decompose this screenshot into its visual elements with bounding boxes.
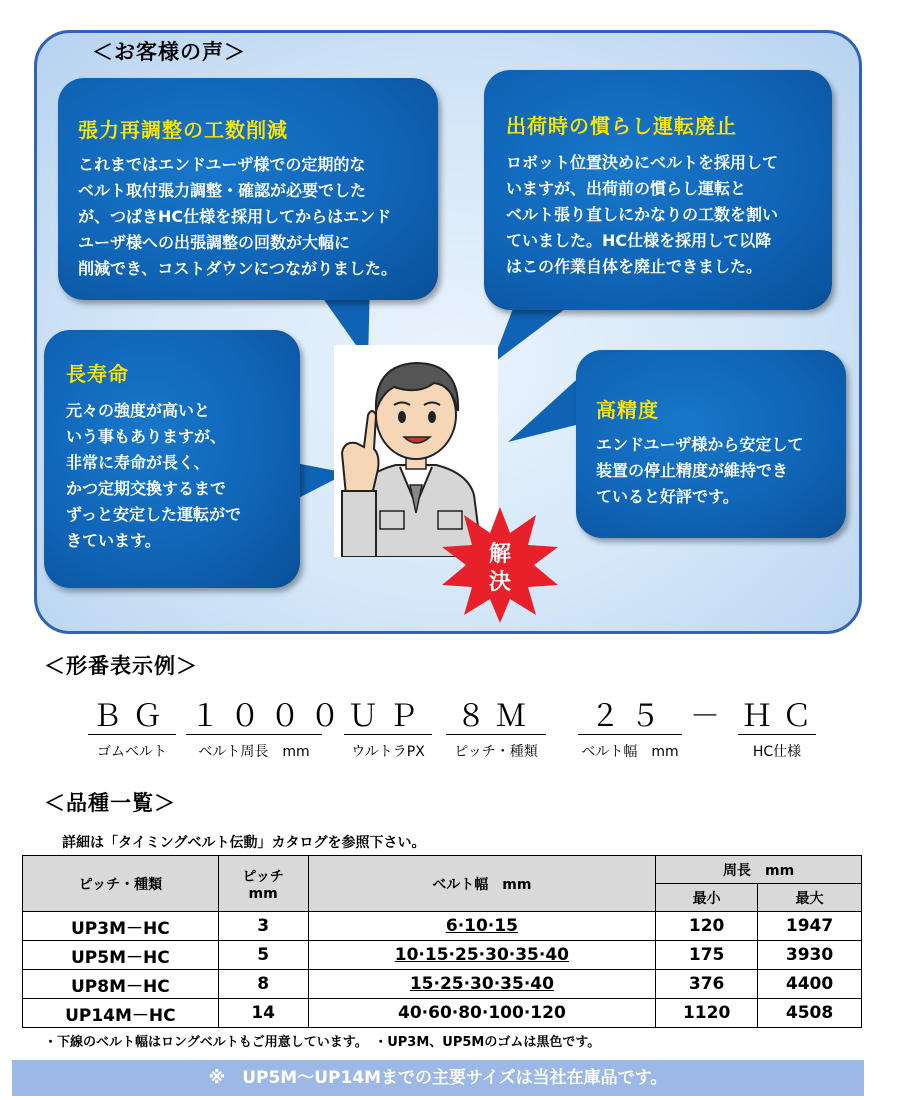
header-pitch-label: ピッチ bbox=[242, 868, 284, 885]
bubble-title: 高精度 bbox=[596, 398, 659, 422]
header-max: 最大 bbox=[758, 884, 862, 912]
bubble-line: これまではエンドユーザ様での定期的な bbox=[78, 155, 366, 174]
bubble-line: かつ定期交換するまで bbox=[66, 479, 227, 498]
model-code: － bbox=[690, 699, 730, 734]
cell-max: 4508 bbox=[758, 999, 862, 1028]
model-code: ＢＧ bbox=[88, 700, 176, 735]
width-values: 6·10·15 bbox=[445, 916, 518, 936]
catalog-note: 詳細は「タイミングベルト伝動」カタログを参照下さい。 bbox=[62, 835, 426, 851]
lineup-title: ＜品種一覧＞ bbox=[44, 791, 176, 815]
bubble-line: ユーザ様への出張調整の回数が大幅に bbox=[78, 233, 351, 252]
width-values: 40·60·80·100·120 bbox=[398, 1003, 566, 1023]
table-row bbox=[23, 970, 862, 999]
model-label: ウルトラPX bbox=[351, 744, 425, 760]
header-pitch-type: ピッチ・種類 bbox=[23, 856, 219, 912]
model-part-pitch bbox=[446, 700, 546, 761]
lineup-footnote: ・下線のベルト幅はロングベルトもご用意しています。 ・UP3M、UP5Mのゴムは黒色です。 bbox=[44, 1035, 601, 1050]
table-row bbox=[23, 999, 862, 1028]
cell-min: 1120 bbox=[656, 999, 758, 1028]
bubble-text bbox=[66, 398, 241, 554]
voice-bubble-precision bbox=[576, 350, 846, 538]
header-length: 周長 mm bbox=[656, 856, 862, 884]
stock-banner: ※ UP5M～UP14Mまでの主要サイズは当社在庫品です。 bbox=[12, 1060, 864, 1096]
model-label: HC仕様 bbox=[752, 744, 802, 760]
cell-max: 4400 bbox=[758, 970, 862, 999]
model-part-belt-type bbox=[88, 700, 176, 761]
voice-bubble-long-life bbox=[44, 330, 300, 588]
cell-widths bbox=[308, 912, 656, 941]
model-part-spec bbox=[738, 699, 822, 761]
cell-pitch: 3 bbox=[218, 912, 308, 941]
bubble-line: ベルト張り直しにかなりの工数を割い bbox=[506, 205, 779, 224]
header-width: ベルト幅 mm bbox=[308, 856, 656, 912]
lineup-table bbox=[22, 855, 862, 1028]
bubble-line: 元々の強度が高いと bbox=[66, 401, 211, 420]
cell-max: 3930 bbox=[758, 941, 862, 970]
cell-min: 120 bbox=[656, 912, 758, 941]
customer-voice-title: ＜お客様の声＞ bbox=[92, 40, 246, 64]
cell-type: UP14M－HC bbox=[23, 999, 219, 1028]
cell-max: 1947 bbox=[758, 912, 862, 941]
table-row bbox=[23, 941, 862, 970]
bubble-line: 非常に寿命が長く、 bbox=[66, 453, 210, 472]
cell-pitch: 5 bbox=[218, 941, 308, 970]
bubble-line: 削減でき、コストダウンにつながりました。 bbox=[78, 259, 398, 278]
bubble-line: 装置の停止精度が維持でき bbox=[596, 461, 789, 480]
model-part-length bbox=[186, 699, 350, 761]
bubble-line: ていると好評です。 bbox=[596, 487, 739, 506]
width-values: 15·25·30·35·40 bbox=[409, 974, 554, 994]
model-label: ベルト周長 mm bbox=[198, 744, 310, 760]
model-label: ゴムベルト bbox=[97, 744, 167, 760]
badge-char-1: 解 bbox=[488, 542, 512, 567]
bubble-line: きています。 bbox=[66, 531, 161, 550]
voice-bubble-tension bbox=[58, 78, 438, 300]
cell-pitch: 8 bbox=[218, 970, 308, 999]
model-code: ＨＣ bbox=[738, 700, 816, 735]
bubble-line: ずっと安定した運転がで bbox=[66, 505, 242, 524]
model-part-separator bbox=[686, 699, 730, 734]
bubble-line: が、つばきHC仕様を採用してからはエンド bbox=[78, 207, 392, 226]
model-label: ベルト幅 mm bbox=[581, 744, 679, 760]
bubble-line: ていました。HC仕様を採用して以降 bbox=[506, 231, 772, 250]
cell-min: 175 bbox=[656, 941, 758, 970]
model-part-series bbox=[344, 700, 432, 761]
model-code: ８Ｍ bbox=[446, 700, 546, 735]
cell-widths bbox=[308, 970, 656, 999]
header-pitch bbox=[218, 856, 308, 912]
header-min: 最小 bbox=[656, 884, 758, 912]
model-example-title: ＜形番表示例＞ bbox=[44, 654, 198, 678]
header-pitch-unit: mm bbox=[248, 885, 278, 902]
cell-pitch: 14 bbox=[218, 999, 308, 1028]
model-code: ＵＰ bbox=[344, 700, 432, 735]
bubble-line: はこの作業自体を廃止できました。 bbox=[506, 257, 763, 276]
cell-type: UP8M－HC bbox=[23, 970, 219, 999]
width-values: 10·15·25·30·35·40 bbox=[394, 945, 569, 965]
cell-min: 376 bbox=[656, 970, 758, 999]
solved-burst-badge bbox=[440, 505, 560, 625]
bubble-text bbox=[506, 150, 778, 280]
model-code: ２５ bbox=[578, 700, 682, 735]
cell-type: UP5M－HC bbox=[23, 941, 219, 970]
badge-char-2: 決 bbox=[488, 570, 512, 595]
bubble-line: いますが、出荷前の慣らし運転と bbox=[506, 179, 747, 198]
bubble-line: ベルト取付張力調整・確認が必要でした bbox=[78, 181, 367, 200]
bubble-text bbox=[78, 152, 397, 282]
model-part-width bbox=[578, 700, 682, 761]
bubble-line: エンドユーザ様から安定して bbox=[596, 435, 804, 454]
bubble-title: 出荷時の慣らし運転廃止 bbox=[506, 114, 737, 138]
bubble-title: 長寿命 bbox=[66, 362, 129, 386]
bubble-line: ロボット位置決めにベルトを採用して bbox=[506, 153, 779, 172]
cell-type: UP3M－HC bbox=[23, 912, 219, 941]
voice-bubble-break-in bbox=[484, 70, 832, 310]
bubble-title: 張力再調整の工数削減 bbox=[78, 118, 288, 142]
model-label: ピッチ・種類 bbox=[454, 744, 538, 760]
cell-widths bbox=[308, 999, 656, 1028]
table-row bbox=[23, 912, 862, 941]
cell-widths bbox=[308, 941, 656, 970]
bubble-text bbox=[596, 432, 803, 510]
model-code: １０００ bbox=[186, 700, 322, 735]
bubble-line: いう事もありますが、 bbox=[66, 427, 227, 446]
